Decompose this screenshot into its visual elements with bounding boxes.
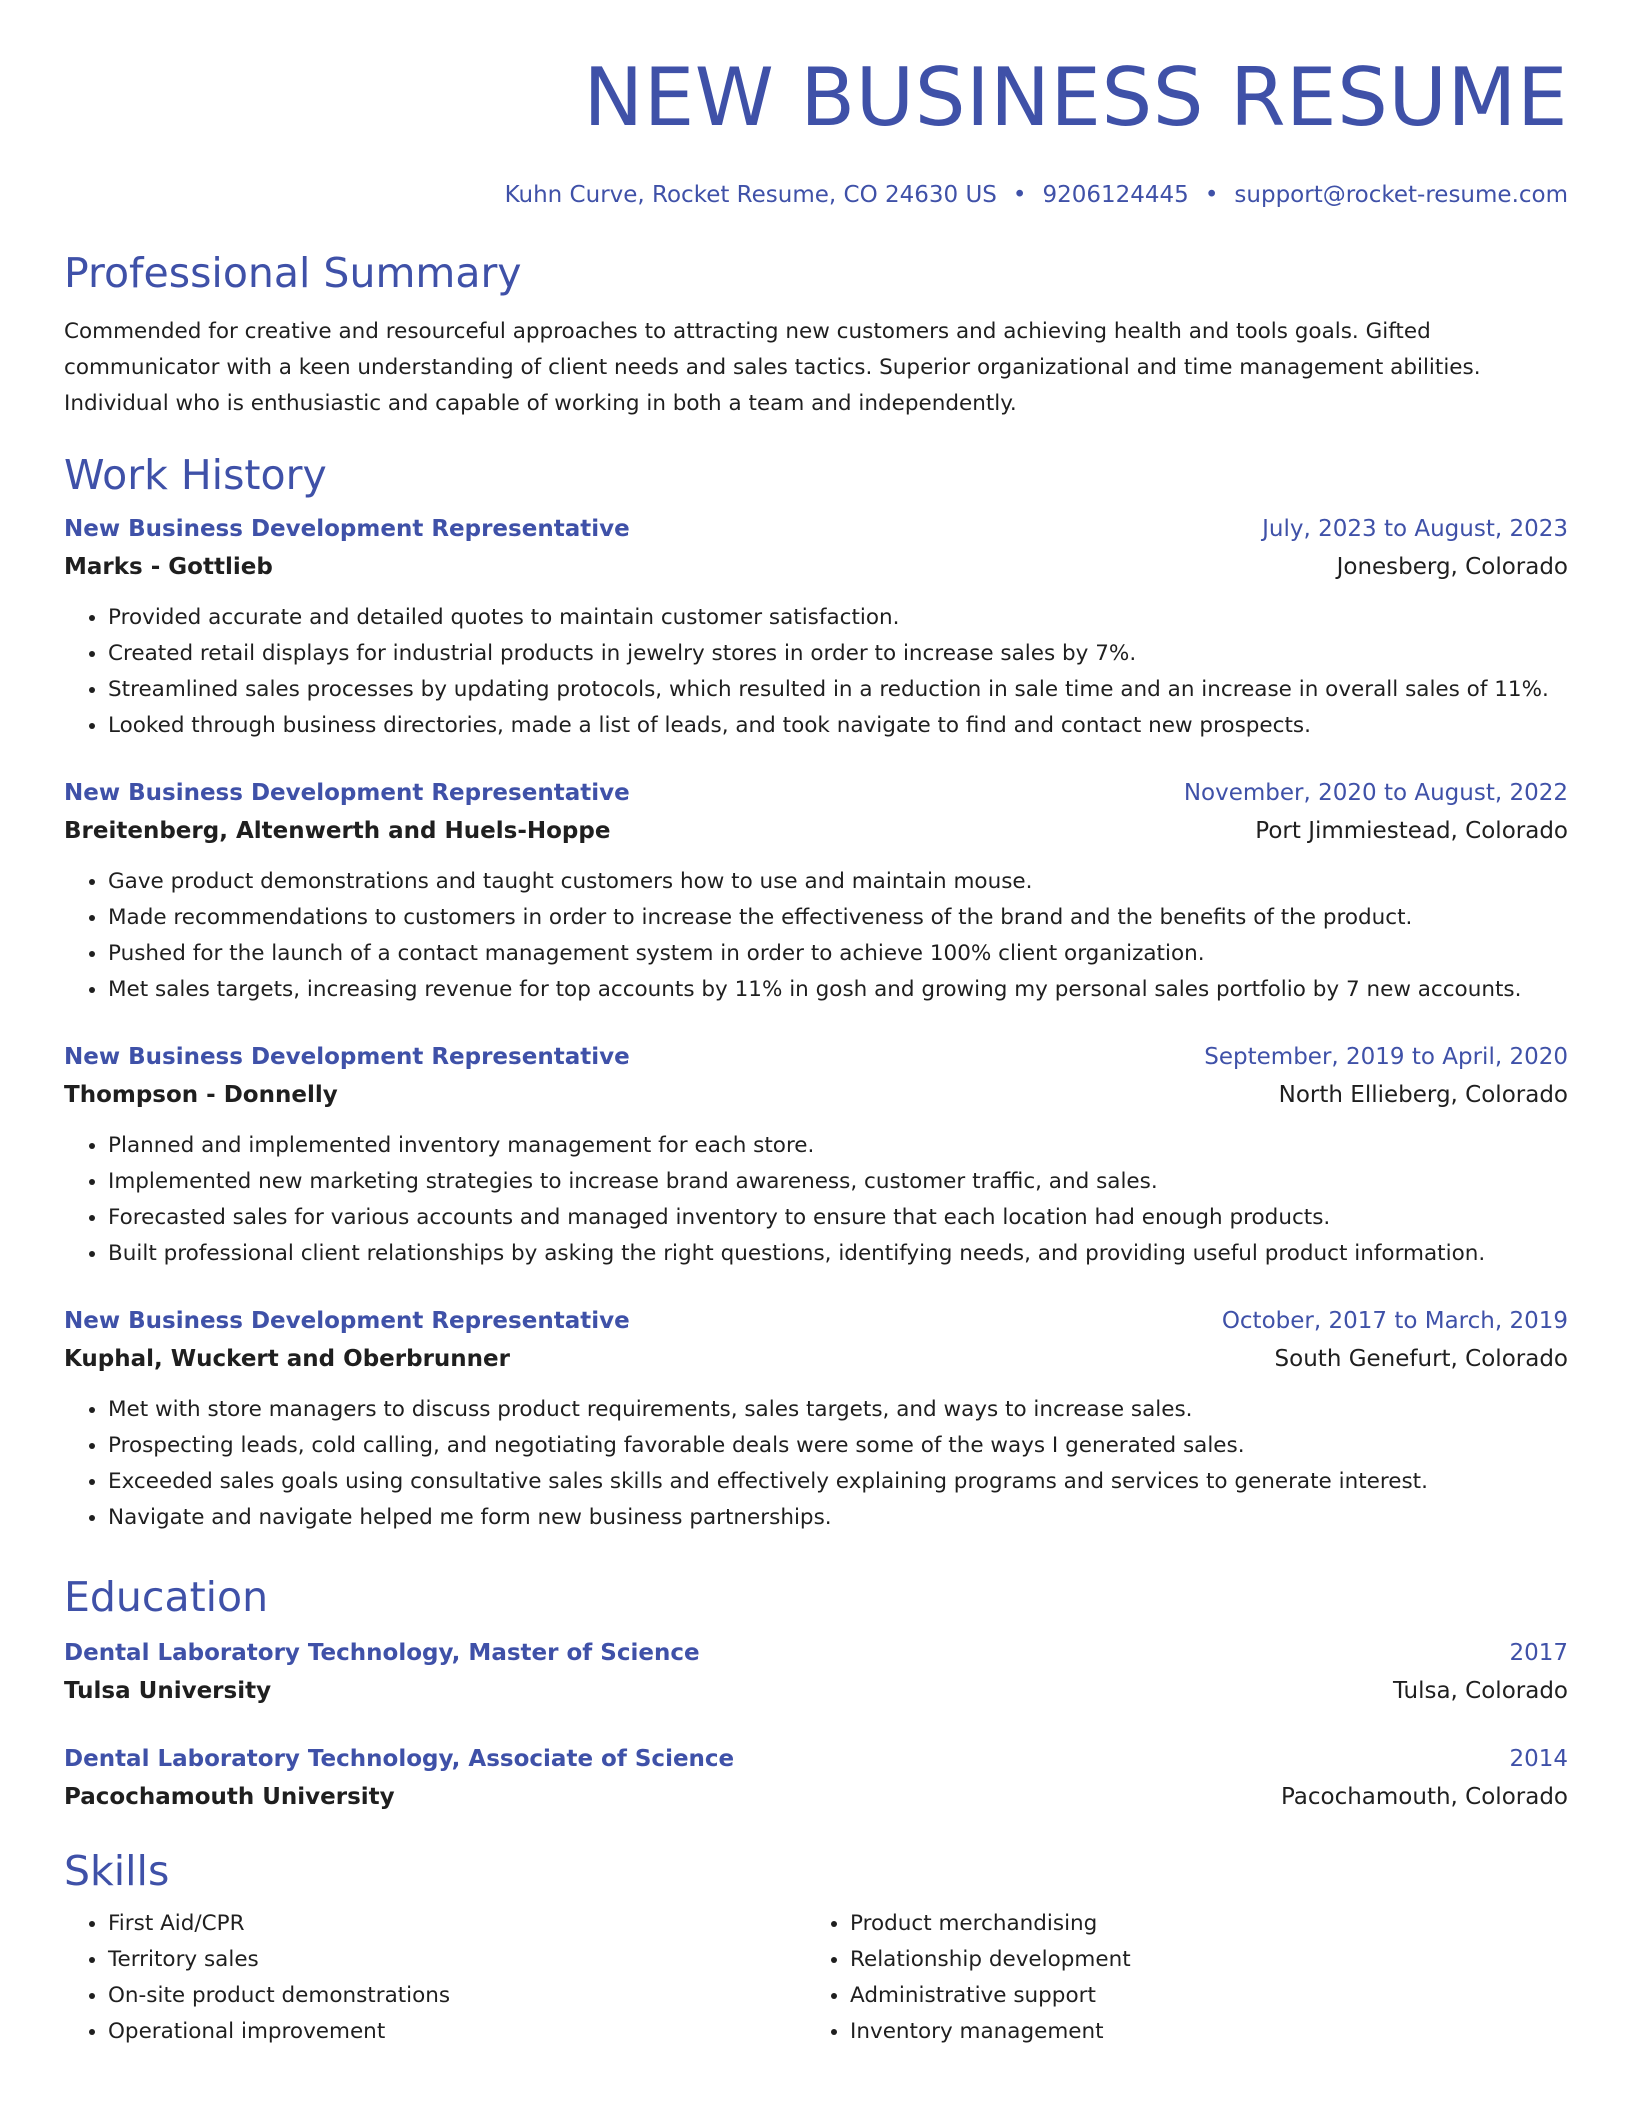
list-item: • Product merchandising: [850, 1906, 1548, 1942]
school-location: Tulsa, Colorado: [1392, 1678, 1568, 1704]
list-item: • Looked through business directories, made a list of leads, and took navigate to find and contact new prospects.: [108, 708, 1568, 744]
employer-name: Marks - Gottlieb: [64, 554, 273, 580]
list-item: • Implemented new marketing strategies to increase brand awareness, customer traffic, and sales.: [108, 1164, 1568, 1200]
skills-list-left: [64, 1906, 806, 2050]
job-title: New Business Development Representative: [64, 516, 630, 542]
job-bullets: [64, 1392, 1568, 1536]
contact-separator: •: [1204, 182, 1219, 208]
list-item: • Navigate and navigate helped me form new business partnerships.: [108, 1500, 1568, 1536]
section-title-skills: Skills: [64, 1847, 170, 1895]
job-bullets: [64, 1128, 1568, 1272]
education-entry: [64, 1634, 1568, 1710]
job-location: Port Jimmiestead, Colorado: [1255, 818, 1568, 844]
job-entry: [64, 1302, 1568, 1536]
skills-list-right: [806, 1906, 1548, 2050]
section-title-education: Education: [64, 1573, 269, 1621]
job-location: North Ellieberg, Colorado: [1278, 1082, 1568, 1108]
contact-address: Kuhn Curve, Rocket Resume, CO 24630 US: [504, 182, 997, 208]
list-item: • Created retail displays for industrial products in jewelry stores in order to increase sales by 7%.: [108, 636, 1568, 672]
list-item: • Administrative support: [850, 1978, 1548, 2014]
list-item: • Exceeded sales goals using consultative sales skills and effectively explaining programs and services to generate interest.: [108, 1464, 1568, 1500]
contact-line: [64, 180, 1568, 210]
graduation-year: 2014: [1509, 1746, 1568, 1772]
list-item: • Prospecting leads, cold calling, and negotiating favorable deals were some of the ways I generated sales.: [108, 1428, 1568, 1464]
list-item: • Operational improvement: [108, 2014, 806, 2050]
list-item: • First Aid/CPR: [108, 1906, 806, 1942]
job-dates: September, 2019 to April, 2020: [1204, 1044, 1568, 1070]
skills-columns: [64, 1906, 1568, 2050]
job-entry: [64, 1038, 1568, 1272]
job-entry: [64, 510, 1568, 744]
school-location: Pacochamouth, Colorado: [1280, 1784, 1568, 1810]
list-item: • Planned and implemented inventory management for each store.: [108, 1128, 1568, 1164]
contact-separator: •: [1012, 182, 1027, 208]
list-item: • Streamlined sales processes by updating protocols, which resulted in a reduction in sale time and an increase in overall sales of 11%.: [108, 672, 1568, 708]
job-title: New Business Development Representative: [64, 1044, 630, 1070]
list-item: • Pushed for the launch of a contact management system in order to achieve 100% client organization.: [108, 936, 1568, 972]
degree-title: Dental Laboratory Technology, Master of Science: [64, 1640, 700, 1666]
contact-email[interactable]: support@rocket-resume.com: [1234, 182, 1568, 208]
resume-page: [64, 50, 1568, 2050]
list-item: • Forecasted sales for various accounts and managed inventory to ensure that each location had enough products.: [108, 1200, 1568, 1236]
degree-title: Dental Laboratory Technology, Associate of Science: [64, 1746, 735, 1772]
employer-name: Kuphal, Wuckert and Oberbrunner: [64, 1346, 510, 1372]
list-item: • Gave product demonstrations and taught customers how to use and maintain mouse.: [108, 864, 1568, 900]
list-item: • Provided accurate and detailed quotes to maintain customer satisfaction.: [108, 600, 1568, 636]
job-location: South Genefurt, Colorado: [1274, 1346, 1568, 1372]
list-item: • Built professional client relationships by asking the right questions, identifying needs, and providing useful product information.: [108, 1236, 1568, 1272]
list-item: • Inventory management: [850, 2014, 1548, 2050]
education-entry: [64, 1740, 1568, 1816]
job-entry: [64, 774, 1568, 1008]
job-title: New Business Development Representative: [64, 780, 630, 806]
summary-text: Commended for creative and resourceful approaches to attracting new customers and achieving health and tools goals. Gifted communicator with a keen understanding of client needs and sales tactics. Superior organizational and time management abilities. Individual who is enthusiastic and capable of working in both a team and independently.: [64, 319, 1481, 416]
list-item: • Met with store managers to discuss product requirements, sales targets, and ways to increase sales.: [108, 1392, 1568, 1428]
list-item: • Territory sales: [108, 1942, 806, 1978]
employer-name: Breitenberg, Altenwerth and Huels-Hoppe: [64, 818, 611, 844]
job-bullets: [64, 600, 1568, 744]
school-name: Tulsa University: [64, 1678, 272, 1704]
graduation-year: 2017: [1509, 1640, 1568, 1666]
job-bullets: [64, 864, 1568, 1008]
job-dates: July, 2023 to August, 2023: [1262, 516, 1568, 542]
list-item: • Made recommendations to customers in order to increase the effectiveness of the brand and the benefits of the product.: [108, 900, 1568, 936]
school-name: Pacochamouth University: [64, 1784, 395, 1810]
resume-title: NEW BUSINESS RESUME: [583, 51, 1568, 144]
list-item: • On-site product demonstrations: [108, 1978, 806, 2014]
job-dates: November, 2020 to August, 2022: [1183, 780, 1568, 806]
section-title-work-history: Work History: [64, 451, 327, 499]
contact-phone: 9206124445: [1042, 182, 1189, 208]
job-title: New Business Development Representative: [64, 1308, 630, 1334]
list-item: • Relationship development: [850, 1942, 1548, 1978]
list-item: • Met sales targets, increasing revenue for top accounts by 11% in gosh and growing my personal sales portfolio by 7 new accounts.: [108, 972, 1568, 1008]
employer-name: Thompson - Donnelly: [64, 1082, 338, 1108]
job-location: Jonesberg, Colorado: [1336, 554, 1568, 580]
job-dates: October, 2017 to March, 2019: [1221, 1308, 1568, 1334]
section-title-summary: Professional Summary: [64, 249, 522, 297]
